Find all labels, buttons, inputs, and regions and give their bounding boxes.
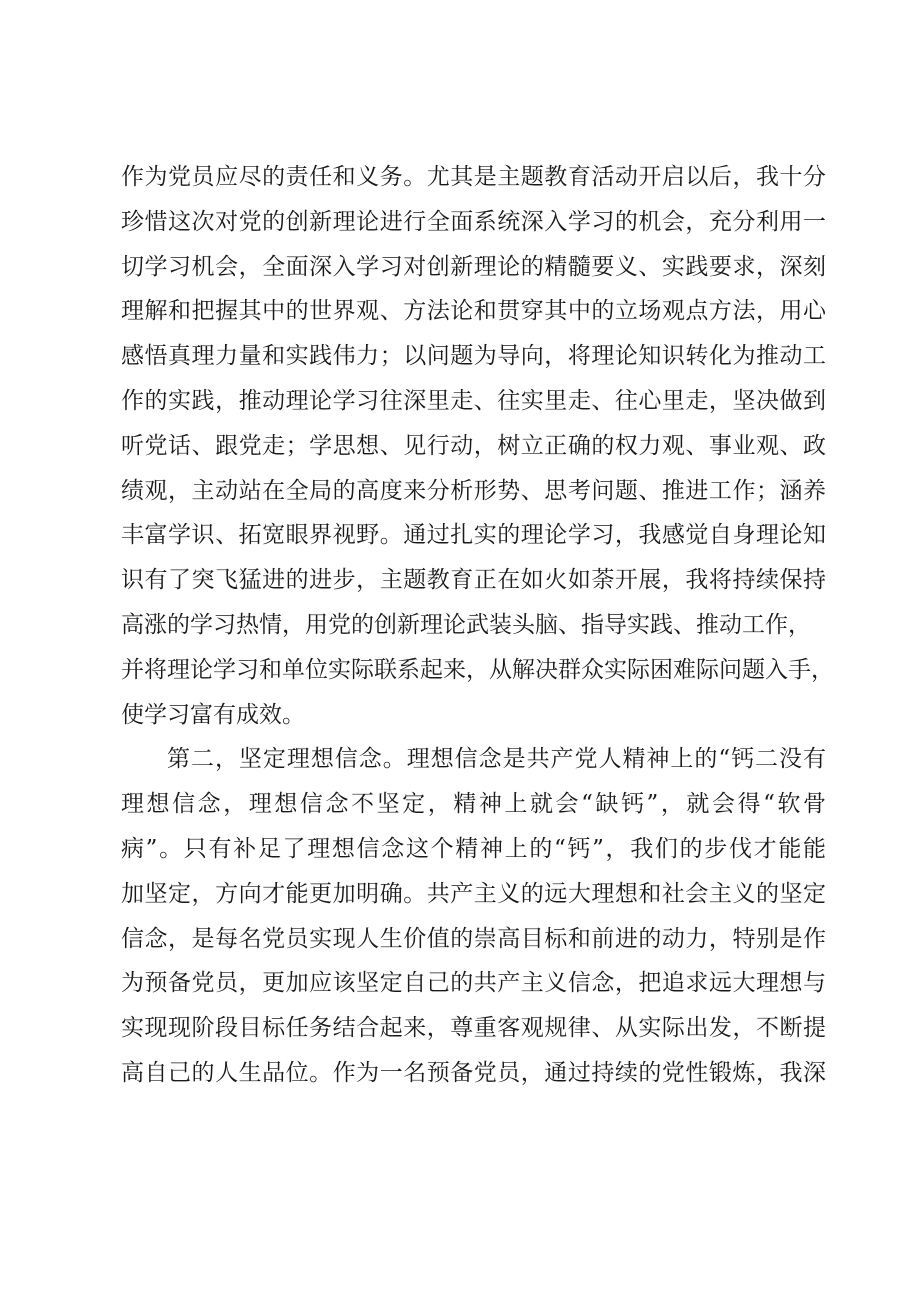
text-line: 丰富学识、拓宽眼界视野。通过扎实的理论学习，我感觉自身理论知 (121, 522, 826, 549)
text-line: 加坚定，方向才能更加明确。共产主义的远大理想和社会主义的坚定 (121, 880, 826, 907)
text-line: 实现现阶段目标任务结合起来，尊重客观规律、从实际出发，不断提 (121, 1015, 826, 1042)
paragraph-2 (121, 737, 826, 1095)
text-line: 理想信念，理想信念不坚定，精神上就会“缺钙”，就会得“软骨 (121, 791, 826, 818)
text-line: 作的实践，推动理论学习往深里走、往实里走、往心里走，坚决做到 (121, 387, 826, 414)
text-line: 第二，坚定理想信念。理想信念是共产党人精神上的“钙二没有 (167, 746, 826, 773)
text-line: 理解和把握其中的世界观、方法论和贯穿其中的立场观点方法，用心 (121, 298, 826, 325)
text-line: 识有了突飞猛进的进步，主题教育正在如火如荼开展，我将持续保持 (121, 567, 826, 594)
text-line: 珍惜这次对党的创新理论进行全面系统深入学习的机会，充分利用一 (121, 208, 826, 235)
text-line: 病”。只有补足了理想信念这个精神上的“钙”，我们的步伐才能能 (121, 835, 826, 862)
text-line: 信念，是每名党员实现人生价值的崇高目标和前进的动力，特别是作 (121, 925, 826, 952)
text-line: 绩观，主动站在全局的高度来分析形势、思考问题、推进工作；涵养 (121, 477, 826, 504)
text-line: 感悟真理力量和实践伟力；以问题为导向，将理论知识转化为推动工 (121, 343, 826, 370)
text-line: 为预备党员，更加应该坚定自己的共产主义信念，把追求远大理想与 (121, 970, 826, 997)
paragraph-1 (121, 155, 834, 737)
text-line: 高涨的学习热情，用党的创新理论武装头脑、指导实践、推动工作， (121, 611, 811, 638)
text-line: 高自己的人生品位。作为一名预备党员，通过持续的党性锻炼，我深 (121, 1059, 826, 1086)
document-body (121, 155, 834, 1096)
text-line: 使学习富有成效。 (121, 701, 305, 728)
text-line: 并将理论学习和单位实际联系起来，从解决群众实际困难际问题入手， (121, 656, 834, 683)
text-line: 听党话、跟党走；学思想、见行动，树立正确的权力观、事业观、政 (121, 432, 826, 459)
text-line: 切学习机会，全面深入学习对创新理论的精髓要义、实践要求，深刻 (121, 253, 826, 280)
text-line: 作为党员应尽的责任和义务。尤其是主题教育活动开启以后，我十分 (121, 164, 826, 190)
